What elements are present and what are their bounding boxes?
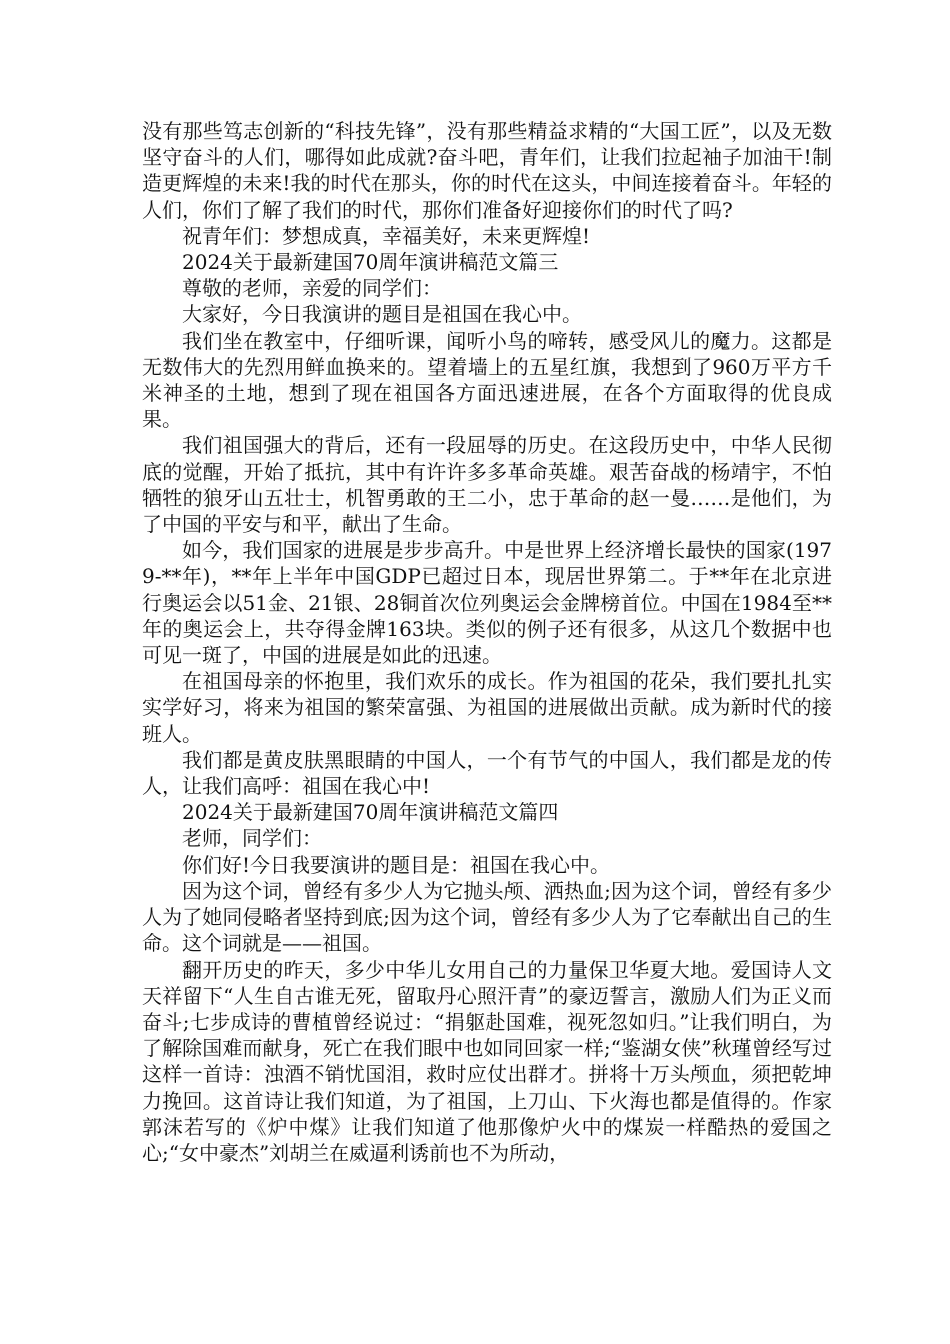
salutation-3: 尊敬的老师，亲爱的同学们： <box>182 276 442 301</box>
section-heading-3: 2024关于最新建国70周年演讲稿范文篇三 <box>182 250 559 275</box>
paragraph-progress: 如今，我们国家的进展是步步高升。中是世界上经济增长最快的国家(1979-**年)，**年上半年中国GDP已超过日本，现居世界第二。于**年在北京进行奥运会以51金、21银、28铜首次位列奥运会金牌榜首位。中国在1984至**年的奥运会上，共夺得金牌163块。类似的例子还有很多，从这几个数据中也可见一斑了，中国的进展是如此的迅速。 <box>142 538 832 668</box>
paragraph-topic-3: 大家好，今日我演讲的题目是祖国在我心中。 <box>182 302 582 327</box>
paragraph-the-word: 因为这个词，曾经有多少人为它抛头颅、洒热血;因为这个词，曾经有多少人为了她同侵略者坚持到底;因为这个词，曾经有多少人为了它奉献出自己的生命。这个词就是——祖国。 <box>142 878 832 956</box>
section-heading-4: 2024关于最新建国70周年演讲稿范文篇四 <box>182 800 559 825</box>
paragraph-wish: 祝青年们：梦想成真，幸福美好，未来更辉煌! <box>182 223 591 248</box>
paragraph-topic-4: 你们好!今日我要演讲的题目是：祖国在我心中。 <box>182 852 611 877</box>
paragraph-classroom: 我们坐在教室中，仔细听课，闻听小鸟的啼转，感受风儿的魔力。这都是无数伟大的先烈用鲜血换来的。望着墙上的五星红旗，我想到了960万平方千米神圣的土地，想到了现在祖国各方面迅速进展，在各个方面取得的优良成果。 <box>142 328 832 432</box>
document-body <box>142 118 832 1166</box>
salutation-4: 老师，同学们： <box>182 826 322 851</box>
paragraph-patriots: 翻开历史的昨天，多少中华儿女用自己的力量保卫华夏大地。爱国诗人文天祥留下“人生自古谁无死，留取丹心照汗青”的豪迈誓言，激励人们为正义而奋斗;七步成诗的曹植曾经说过：“捐躯赴国难，视死忽如归。”让我们明白，为了解除国难而献身，死亡在我们眼中也如同回家一样;“鉴湖女侠”秋瑾曾经写过这样一首诗：浊酒不销忧国泪，救时应仗出群才。拼将十万头颅血，须把乾坤力挽回。这首诗让我们知道，为了祖国，上刀山、下火海也都是值得的。作家郭沫若写的《炉中煤》让我们知道了他那像炉火中的煤炭一样酷热的爱国之心;“女中豪杰”刘胡兰在威逼利诱前也不为所动， <box>142 957 832 1165</box>
paragraph-growth: 在祖国母亲的怀抱里，我们欢乐的成长。作为祖国的花朵，我们要扎扎实实学好习，将来为祖国的繁荣富强、为祖国的进展做出贡献。成为新时代的接班人。 <box>142 669 832 746</box>
paragraph-continuation: 没有那些笃志创新的“科技先锋”，没有那些精益求精的“大国工匠”，以及无数坚守奋斗的人们，哪得如此成就?奋斗吧，青年们，让我们拉起袖子加油干!制造更辉煌的未来!我的时代在那头，你的时代在这头，中间连接着奋斗。年轻的人们，你们了解了我们的时代，那你们准备好迎接你们的时代了吗? <box>142 119 832 222</box>
paragraph-closing-3: 我们都是黄皮肤黑眼睛的中国人，一个有节气的中国人，我们都是龙的传人，让我们高呼：祖国在我心中! <box>142 747 832 799</box>
paragraph-history: 我们祖国强大的背后，还有一段屈辱的历史。在这段历史中，中华人民彻底的觉醒，开始了抵抗，其中有许许多多革命英雄。艰苦奋战的杨靖宇，不怕牺牲的狼牙山五壮士，机智勇敢的王二小，忠于革命的赵一曼……是他们，为了中国的平安与和平，献出了生命。 <box>142 433 832 537</box>
